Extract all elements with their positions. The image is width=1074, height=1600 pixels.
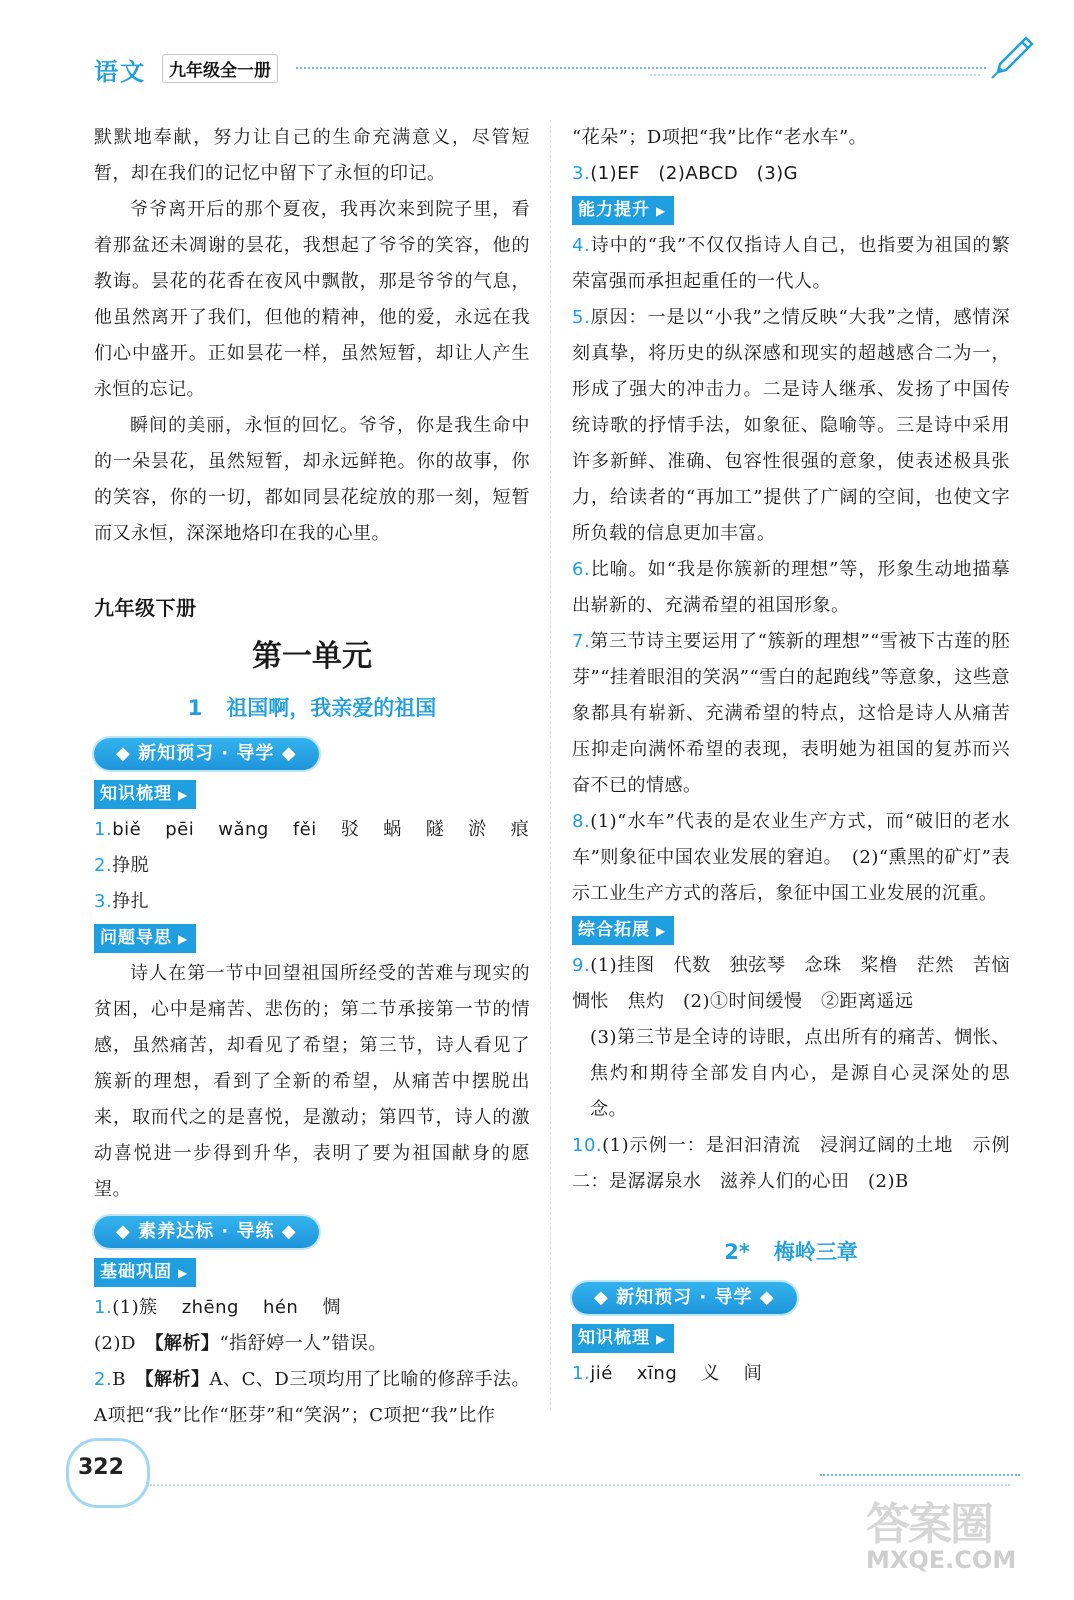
column-separator (550, 120, 551, 1410)
section-tag-label: 基础巩固 (100, 1262, 172, 1282)
item-number: 7. (572, 631, 591, 652)
answer-text: 原因：一是以“小我”之情反映“大我”之情，感情深刻真挚，将历史的纵深感和现实的超越感合二为一，形成了强大的冲击力。二是诗人继承、发扬了中国传统诗歌的抒情手法，如象征、隐喻等。三是诗中采用许多新鲜、准确、包容性很强的意象，使表述极具张力，给读者的“再加工”提供了广阔的空间，也使文字所负载的信息更加丰富。 (572, 307, 1010, 544)
answer-token: 淤 (468, 819, 487, 840)
item-number: 8. (572, 811, 591, 832)
play-arrow-icon: ▶ (178, 788, 189, 802)
item-number: 2. (94, 1369, 113, 1390)
answer-item (572, 552, 1010, 624)
answer-text: 比喻。如“我是你簇新的理想”等，形象生动地描摹出崭新的、充满希望的祖国形象。 (572, 559, 1010, 616)
essay-paragraph: 瞬间的美丽，永恒的回忆。爷爷，你是我生命中的一朵昙花，虽然短暂，却永远鲜艳。你的故事，你的笑容，你的一切，都如同昙花绽放的那一刻，短暂而又永恒，深深地烙印在我的心里。 (94, 415, 530, 544)
answer-token: xīng (636, 1363, 678, 1384)
answer-item (94, 884, 530, 920)
answer-item (94, 1290, 530, 1326)
answer-token: 惆 (322, 1297, 341, 1318)
answer-text: 诗中的“我”不仅仅指诗人自己，也指要为祖国的繁荣富强而承担起重任的一代人。 (572, 235, 1010, 292)
answer-text: (2)D (94, 1333, 136, 1354)
item-number: 2. (94, 855, 113, 876)
play-arrow-icon: ▶ (656, 204, 667, 218)
section-pill: ◆ 新知预习 · 导学 ◆ (94, 738, 319, 770)
lesson-name: 祖国啊，我亲爱的祖国 (226, 696, 437, 720)
item-number: 10. (572, 1135, 603, 1156)
analysis-label: 【解析】 (144, 1369, 210, 1390)
section-pill: ◆ 素养达标 · 导练 ◆ (94, 1216, 319, 1248)
unit-title: 第一单元 (252, 639, 372, 674)
watermark-text: 答案圈 (866, 1499, 992, 1550)
answer-item (572, 156, 1010, 192)
section-tag-label: 问题导思 (100, 928, 172, 948)
answer-text: (1)挂图 代数 独弦琴 念珠 桨橹 茫然 苦恼 惆怅 焦灼 (2)①时间缓慢 ②距离遥远 (572, 955, 1029, 1012)
answer-item (572, 804, 1010, 912)
section-tag-label: 能力提升 (578, 200, 650, 220)
item-number: 1. (572, 1363, 591, 1384)
answer-text: 第三节诗主要运用了“簇新的理想”“雪被下古莲的胚芽”“挂着眼泪的笑涡”“雪白的起跑线”等意象，这些意象都具有崭新、充满希望的特点，这恰是诗人从痛苦压抑走向满怀希望的表现，表明她为祖国的复苏而兴奋不已的情感。 (572, 631, 1010, 796)
section-tag (572, 916, 674, 945)
answer-text: (1)示例一：是汩汩清流 浸润辽阔的土地 示例二：是潺潺泉水 滋养人们的心田 (2)B (572, 1135, 1010, 1192)
footer-divider-secondary (820, 1474, 1020, 1476)
answer-item (572, 948, 1029, 1020)
item-number: 4. (572, 235, 591, 256)
item-number: 9. (572, 955, 591, 976)
answer-item (94, 812, 530, 848)
watermark-url: MXQE.COM (866, 1546, 1017, 1574)
answer-token: fěi (292, 819, 317, 840)
right-column (572, 120, 1029, 1392)
item-number: 5. (572, 307, 591, 328)
subject-label: 语文 (94, 58, 146, 86)
answer-token: 驳 (340, 819, 360, 840)
essay-paragraph: 默默地奉献，努力让自己的生命充满意义，尽管短暂，却在我们的记忆中留下了永恒的印记。 (94, 127, 530, 184)
section-tag-label: 知识梳理 (578, 1328, 650, 1348)
answer-token: 蜗 (383, 819, 402, 840)
section-tag (94, 924, 196, 953)
answer-token: (1)簇 (112, 1297, 158, 1318)
answer-text: 挣扎 (112, 891, 150, 912)
play-arrow-icon: ▶ (656, 1332, 667, 1346)
section-tag (94, 1258, 196, 1287)
lesson-number: 2* (724, 1240, 750, 1264)
answer-token: 痕 (510, 819, 530, 840)
section-tag (572, 1324, 674, 1353)
answer-token: wǎng (218, 819, 269, 840)
section-tag (94, 780, 196, 809)
section-pill: ◆ 新知预习 · 导学 ◆ (572, 1282, 797, 1314)
lesson-title (572, 1230, 1010, 1274)
watermark (858, 1488, 1038, 1588)
footer-divider (150, 1484, 1010, 1486)
page-number: 322 (78, 1455, 124, 1480)
answer-token: zhēng (181, 1297, 239, 1318)
answer-continuation: “花朵”；D项把“我”比作“老水车”。 (572, 127, 868, 148)
answer-item (94, 848, 530, 884)
item-number: 6. (572, 559, 591, 580)
answer-token: biě (112, 819, 142, 840)
item-number: 1. (94, 1297, 113, 1318)
answer-token: hén (262, 1297, 299, 1318)
analysis-label: 【解析】 (154, 1333, 220, 1354)
analysis-text: “指舒婷一人”错误。 (219, 1333, 387, 1354)
lesson-title (94, 686, 530, 730)
essay-paragraph: 爷爷离开后的那个夏夜，我再次来到院子里，看着那盆还未凋谢的昙花，我想起了爷爷的笑容，他的教诲。昙花的花香在夜风中飘散，那是爷爷的气息，他虽然离开了我们，但他的精神，他的爱，永远在我们心中盛开。正如昙花一样，虽然短暂，却让人产生永恒的忘记。 (94, 199, 530, 400)
answer-text: 挣脱 (112, 855, 150, 876)
answer-item (94, 1362, 530, 1434)
grade-label: 九年级全一册 (162, 54, 278, 83)
answer-token: jié (590, 1363, 613, 1384)
answer-item (572, 1356, 1010, 1392)
section-tag (572, 196, 674, 225)
play-arrow-icon: ▶ (656, 924, 667, 938)
answer-token: 闾 (743, 1363, 763, 1384)
guide-paragraph: 诗人在第一节中回望祖国所经受的苦难与现实的贫困，心中是痛苦、悲伤的；第二节承接第一节的情感，虽然痛苦，却看见了希望；第三节，诗人看见了簇新的理想，看到了全新的希望，从痛苦中摆脱出来，取而代之的是喜悦，是激动；第四节，诗人的激动喜悦进一步得到升华，表明了要为祖国献身的愿望。 (94, 963, 530, 1200)
item-number: 3. (572, 163, 591, 184)
answer-item (572, 1128, 1010, 1200)
header-divider (296, 67, 986, 69)
answer-token: 隧 (425, 819, 445, 840)
lesson-name: 梅岭三章 (773, 1240, 858, 1264)
play-arrow-icon: ▶ (178, 932, 189, 946)
pen-icon (988, 34, 1036, 82)
item-number: 1. (94, 819, 113, 840)
analysis-text: A、C、D三项均用了比喻的修辞手法。A项把“我”比作“胚芽”和“笑涡”；C项把“我”比作 (94, 1369, 531, 1426)
play-arrow-icon: ▶ (178, 1266, 189, 1280)
answer-item (572, 228, 1010, 300)
item-number: 3. (94, 891, 113, 912)
left-column (94, 120, 530, 1434)
answer-text: (1)EF (2)ABCD (3)G (590, 163, 799, 184)
lesson-number: 1 (187, 696, 203, 720)
answer-item (572, 624, 1010, 804)
answer-item: (3)第三节是全诗的诗眼，点出所有的痛苦、惆怅、焦灼和期待全部发自内心，是源自心灵深处的思念。 (590, 1027, 1010, 1120)
section-tag-label: 综合拓展 (578, 920, 650, 940)
answer-token: 义 (701, 1363, 720, 1384)
section-tag-label: 知识梳理 (100, 784, 172, 804)
header-divider-secondary (650, 74, 980, 76)
answer-token: pēi (165, 819, 195, 840)
answer-item (572, 300, 1010, 552)
answer-text: B (112, 1369, 126, 1390)
book-heading: 九年级下册 (94, 596, 197, 620)
answer-item (94, 1326, 530, 1362)
answer-text: (1)“水车”代表的是农业生产方式，而“破旧的老水车”则象征中国农业发展的窘迫。 (2)“熏黑的矿灯”表示工业生产方式的落后，象征中国工业发展的沉重。 (572, 811, 1010, 904)
